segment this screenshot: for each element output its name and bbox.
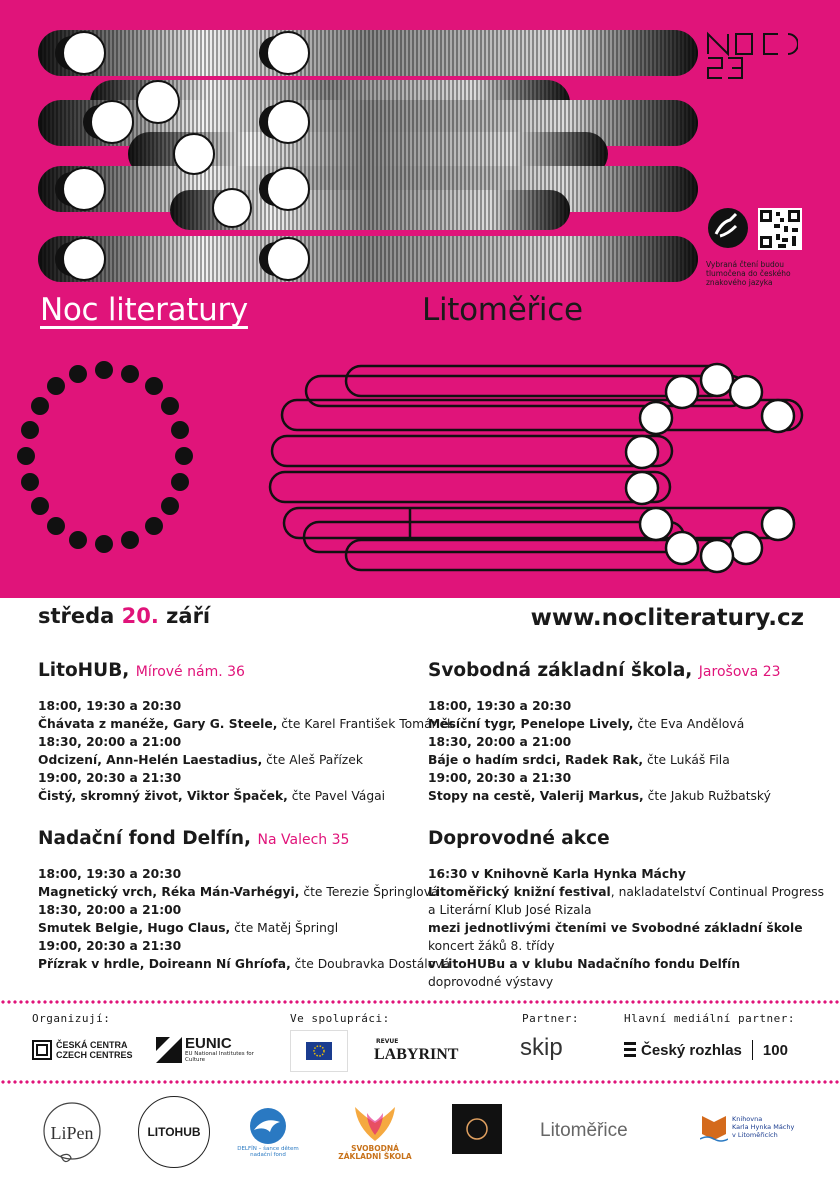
reading-item: Magnetický vrch, Réka Mán-Varhégyi, čte Terezie Špringlová: [38, 885, 439, 899]
cesky-rozhlas-logo: Český rozhlas 100: [624, 1040, 788, 1060]
side-event-line: doprovodné výstavy: [428, 975, 554, 989]
czech-centres-logo: ČESKÁ CENTRA CZECH CENTRES: [32, 1040, 133, 1060]
side-event-line: mezi jednotlivými čteními ve Svobodné základní škole: [428, 921, 803, 935]
eu-funded-logo: [290, 1030, 348, 1072]
eu-flag-icon: [306, 1042, 332, 1060]
reading-time: 19:00, 20:30 a 21:30: [38, 771, 182, 785]
cooperation-label: Ve spolupráci:: [290, 1012, 390, 1025]
noc-23-logo: [706, 30, 798, 80]
svobodna-skola-logo: SVOBODNÁ ZÁKLADNÍ ŠKOLA: [330, 1094, 420, 1168]
reading-time: 19:00, 20:30 a 21:30: [38, 939, 182, 953]
qr-code-icon: [758, 208, 802, 250]
side-event-line: v LitoHUBu a v klubu Nadačního fondu Delfín: [428, 957, 741, 971]
skip-logo: skip: [520, 1034, 563, 1061]
reading-item: Měsíční tygr, Penelope Lively, čte Eva Andělová: [428, 717, 745, 731]
reading-time: 18:30, 20:00 a 21:00: [38, 735, 182, 749]
media-partner-label: Hlavní mediální partner:: [624, 1012, 795, 1025]
eunic-icon: [156, 1037, 182, 1063]
rb-emblem-icon: [462, 1114, 492, 1144]
partner-dark-logo: [452, 1104, 502, 1154]
dotted-divider: [0, 1080, 840, 1084]
reading-time: 19:00, 20:30 a 21:30: [428, 771, 572, 785]
sign-language-note: Vybraná čtení budou tlumočena do českého znakového jazyka: [706, 260, 791, 287]
litomerice-logo: Litoměřice: [540, 1120, 628, 1141]
venue-title: LitoHUB, Mírové nám. 36: [38, 660, 245, 681]
sign-language-hands-icon: [706, 206, 806, 252]
venue-litohub: [38, 660, 455, 805]
side-events-title: Doprovodné akce: [428, 828, 610, 849]
delfin-logo: DELFÍN – šance dětem nadační fond: [232, 1096, 304, 1168]
website-url[interactable]: www.nocliteratury.cz: [530, 605, 804, 631]
litohub-logo: LITOHUB: [138, 1096, 210, 1168]
side-event-line: a Literární Klub José Rizala: [428, 903, 592, 917]
title-noc-literatury: Noc literatury: [40, 292, 248, 328]
reading-time: 18:00, 19:30 a 20:30: [38, 867, 182, 881]
lipen-logo: LiPen: [32, 1098, 112, 1168]
phoenix-icon: [350, 1101, 400, 1145]
reading-item: Báje o hadím srdci, Radek Rak, čte Lukáš Fila: [428, 753, 730, 767]
eunic-logo: EUNIC EU National Institutes for Culture: [156, 1036, 255, 1063]
side-event-line: 16:30 v Knihovně Karla Hynka Máchy: [428, 867, 686, 881]
event-date: středa 20. září: [38, 604, 211, 628]
reading-time: 18:00, 19:30 a 20:30: [38, 699, 182, 713]
reading-item: Odcizení, Ann-Helén Laestadius, čte Aleš Pařízek: [38, 753, 363, 767]
reading-time: 18:30, 20:00 a 21:00: [428, 735, 572, 749]
reading-time: 18:30, 20:00 a 21:00: [38, 903, 182, 917]
reading-item: Smutek Belgie, Hugo Claus, čte Matěj Špringl: [38, 921, 339, 935]
dotted-divider: [0, 1000, 840, 1004]
reading-item: Čistý, skromný život, Viktor Špaček, čte Pavel Vágai: [38, 789, 386, 803]
library-book-icon: [700, 1112, 728, 1142]
sign-language-info: [706, 206, 806, 287]
venue-title: Svobodná základní škola, Jarošova 23: [428, 660, 781, 681]
dolphin-icon: [242, 1106, 294, 1146]
library-logo: Knihovna Karla Hynka Máchy v Litoměřicích: [700, 1112, 794, 1142]
reading-item: Přízrak v hrdle, Doireann Ní Ghríofa, čte Doubravka Dostálová: [38, 957, 451, 971]
side-events: [428, 828, 828, 991]
venue-title: Nadační fond Delfín, Na Valech 35: [38, 828, 350, 849]
venue-svobodna-skola: [428, 660, 828, 805]
side-event-line: Litoměřický knižní festival, nakladatelství Continual Progress: [428, 885, 825, 899]
title-city: Litoměřice: [422, 292, 583, 328]
venue-nadacni-fond-delfin: [38, 828, 451, 973]
partner-label: Partner:: [522, 1012, 579, 1025]
czech-centres-icon: [32, 1040, 52, 1060]
revue-labyrint-logo: REVUE LABYRINT: [374, 1038, 459, 1063]
rozhlas-icon: [624, 1042, 636, 1058]
side-event-line: koncert žáků 8. třídy: [428, 939, 555, 953]
reading-time: 18:00, 19:30 a 20:30: [428, 699, 572, 713]
reading-item: Stopy na cestě, Valerij Markus, čte Jakub Ružbatský: [428, 789, 771, 803]
organizers-label: Organizují:: [32, 1012, 111, 1025]
reading-item: Čhávata z manéže, Gary G. Steele, čte Karel František Tománek: [38, 717, 455, 731]
